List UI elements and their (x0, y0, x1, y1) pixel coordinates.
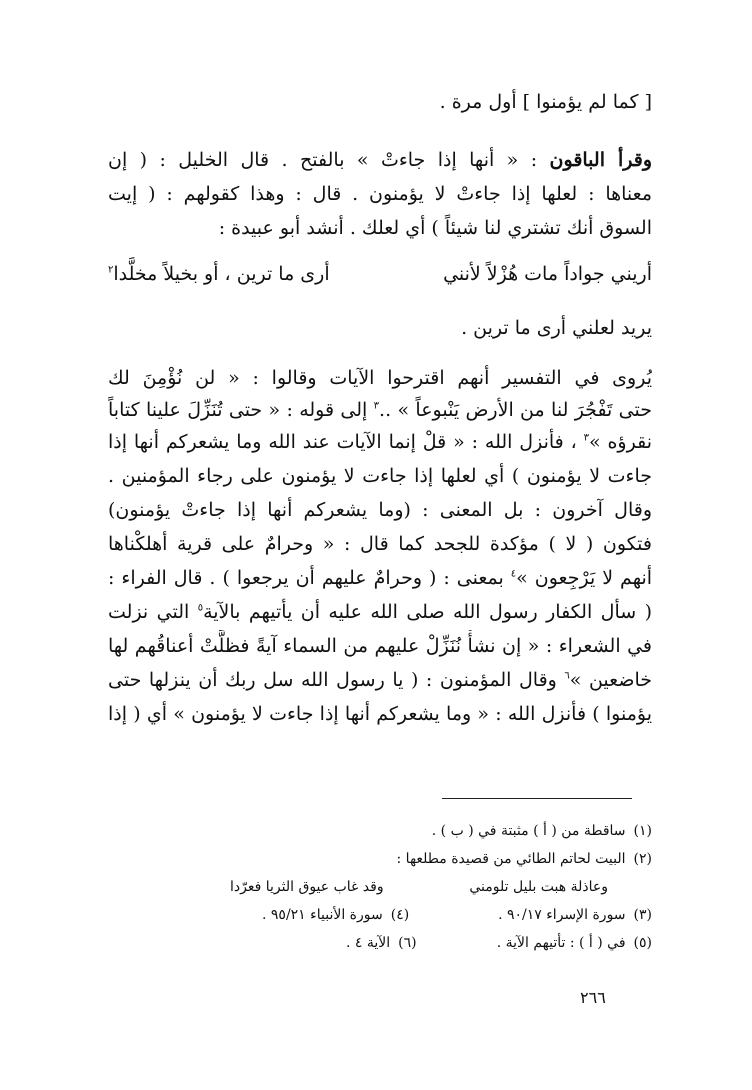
footnote-1 (432, 818, 652, 844)
footnote-5 (497, 930, 652, 956)
page-number: ٢٦٦ (580, 988, 606, 1007)
body-line-1: [ كما لم يؤمنوا ] أول مرة . (439, 91, 652, 113)
footnote-ref-2: ٢ (108, 264, 114, 276)
body-line-8 (108, 394, 652, 426)
body-line-13 (108, 562, 652, 594)
body-line-9 (108, 426, 652, 458)
body-line-12: فتكون ( لا ) مؤكدة للجحد كما قال : « وحرامٌ على قرية أهلكْناها (108, 533, 652, 555)
body-line-8-a: حتى تَفْجُرَ لنا من الأرض يَنْبوعاً » .. (379, 399, 652, 421)
body-line-2-rest: : « أنها إذا جاءتْ » بالفتح . قال الخليل : ( إن (108, 149, 550, 171)
body-line-4: السوق أنك تشتري لنا شيئاً ) أي لعلك . أنشد أبو عبيدة : (218, 217, 652, 239)
footnote-ref-4: ٤ (510, 568, 517, 580)
body-line-7: يُروى في التفسير أنهم اقترحوا الآيات وقالوا : « لن نُؤْمِنَ لك (108, 367, 652, 389)
verse-second-hemistich (108, 258, 330, 290)
footnote-2-verse-second: وقد غاب عيوق الثريا فعرّدا (230, 879, 384, 895)
footnote-ref-6: ٦ (564, 670, 570, 682)
footnote-6-number: (٦) (398, 935, 417, 951)
footnote-5-text: في ( أ ) : تأتيهم الآية . (496, 935, 626, 951)
footnote-2-number: (٢) (633, 851, 652, 867)
body-line-14 (108, 596, 652, 628)
body-line-13-a: أنهم لا يَرْجِعون » (516, 567, 652, 589)
footnote-6-text: الآية ٤ . (346, 935, 391, 951)
footnote-6 (346, 930, 417, 956)
body-line-6: يريد لعلني أرى ما ترين . (461, 317, 652, 339)
body-line-16 (108, 664, 652, 696)
body-line-10: جاءت لا يؤمنون ) أي لعلها إذا جاءت لا يؤمنون على رجاء المؤمنين . (108, 465, 652, 487)
body-line-11: وقال آخرون : بل المعنى : (وما يشعركم أنها إذا جاءتْ يؤمنون) (108, 499, 652, 521)
footnote-2-verse-first: وعاذلة هبت بليل تلومني (469, 879, 608, 895)
body-line-3: معناها : لعلها إذا جاءتْ لا يؤمنون . قال : وهذا كقولهم : ( إيت (108, 183, 652, 205)
verse-second-hemistich-text: أرى ما ترين ، أو بخيلاً مخلَّدا (113, 263, 330, 285)
footnote-1-number: (١) (633, 823, 652, 839)
body-line-2 (108, 144, 652, 176)
footnote-ref-5: ٥ (197, 602, 204, 614)
footnote-4 (262, 902, 409, 928)
body-line-13-b: بمعنى : ( وحرامٌ عليهم أن يرجعوا ) . قال الفراء : (108, 567, 511, 589)
footnote-4-number: (٤) (390, 907, 410, 923)
footnote-4-text: سورة الأنبياء ٩٥/٢١ . (262, 907, 383, 923)
qiraa-keyword: وقرأ الباقون (549, 149, 652, 171)
body-line-9-a: نقرؤه » (588, 431, 652, 453)
footnote-1-text: ساقطة من ( أ ) مثبتة في ( ب ) . (431, 823, 626, 839)
body-line-14-b: التي نزلت (108, 601, 198, 623)
footnote-3 (498, 902, 652, 928)
body-line-16-b: وقال المؤمنون : ( يا رسول الله سل ربك أن ينزلها حتى (108, 669, 565, 691)
body-line-17: يؤمنوا ) فأنزل الله : « وما يشعركم أنها إذا جاءت لا يؤمنون » أي ( إذا (108, 703, 652, 725)
footnote-2-text: البيت لحاتم الطائي من قصيدة مطلعها : (396, 851, 626, 867)
body-line-14-a: ( سأل الكفار رسول الله صلى الله عليه أن يأتيهم بالآية (203, 601, 652, 623)
footnote-5-number: (٥) (633, 935, 652, 951)
body-line-8-b: إلى قوله : « حتى تُنَزِّلَ علينا كتاباً (108, 399, 374, 421)
footnote-ref-3b: ٣ (583, 432, 589, 444)
body-line-9-b: ، فأنزل الله : « قلْ إنما الآيات عند الله وما يشعركم أنها إذا (108, 431, 584, 453)
body-line-16-a: خاضعين » (569, 669, 652, 691)
footnote-3-text: سورة الإسراء ٩٠/١٧ . (498, 907, 626, 923)
footnote-divider (442, 798, 632, 799)
footnote-2 (397, 846, 652, 872)
verse-first-hemistich: أريني جواداً مات هُزْلاً لأنني (443, 263, 652, 285)
footnote-ref-3: ٣ (373, 400, 380, 412)
footnote-3-number: (٣) (633, 907, 652, 923)
body-line-15: في الشعراء : « إن نشأْ نُنَزِّلْ عليهم من السماء آيةً فظلَّتْ أعناقُهم لها (108, 635, 652, 657)
